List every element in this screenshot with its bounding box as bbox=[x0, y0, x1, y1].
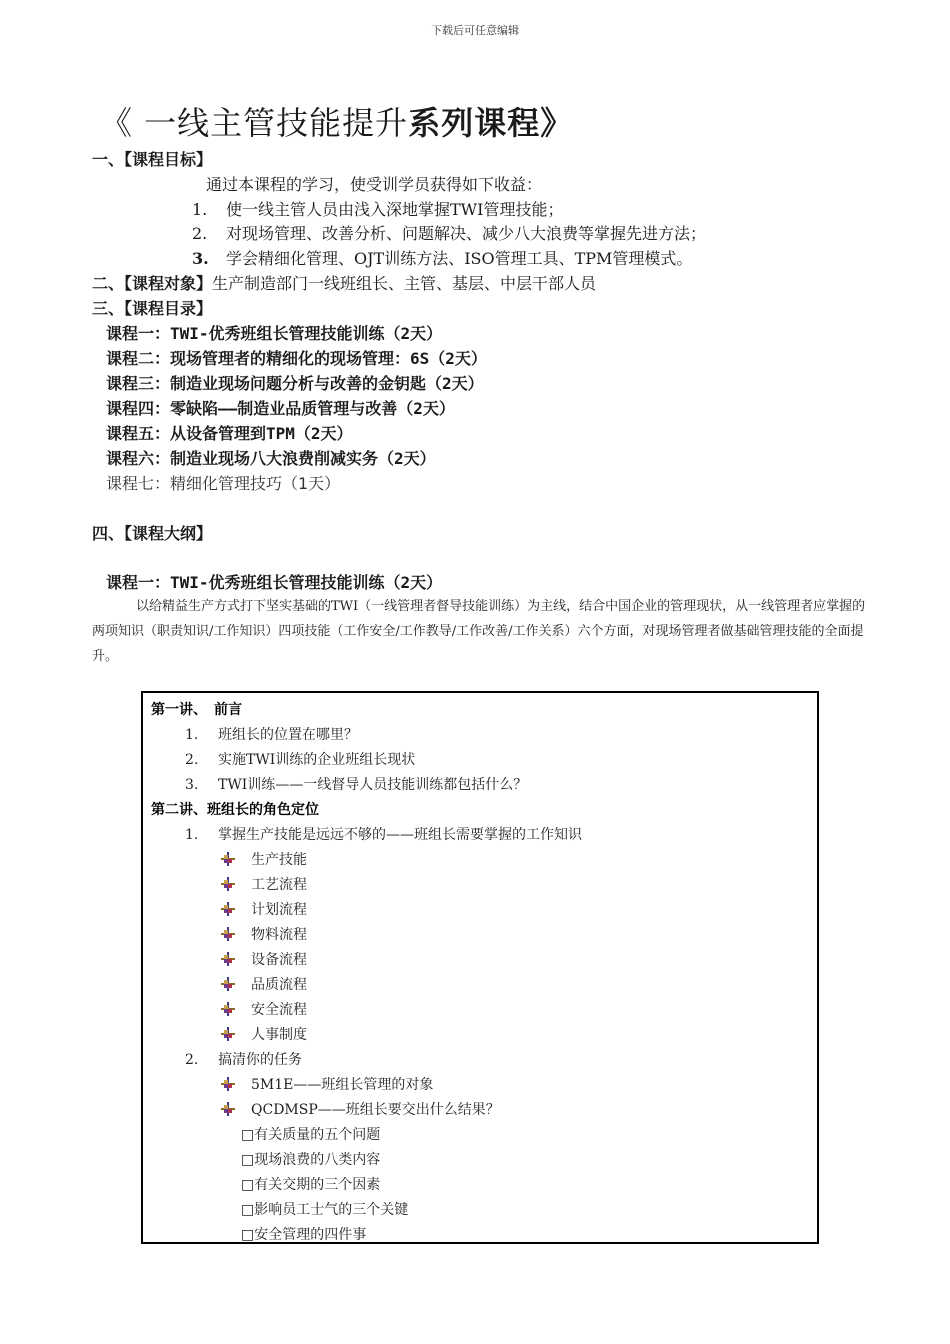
outline-item: 3. TWI训练——一线督导人员技能训练都包括什么？ bbox=[185, 777, 528, 793]
diamond-bullet-icon bbox=[221, 1102, 235, 1116]
checkbox-item: □有关质量的五个问题 bbox=[241, 1127, 381, 1143]
bullet-item: 工艺流程 bbox=[221, 874, 307, 894]
page-header-note: 下载后可任意编辑 bbox=[431, 24, 519, 37]
diamond-bullet-icon bbox=[221, 952, 235, 966]
goal-item: 3. 学会精细化管理、OJT训练方法、ISO管理工具、TPM管理模式。 bbox=[192, 249, 693, 268]
course-list-item: 课程一：TWI-优秀班组长管理技能训练（2天） bbox=[106, 324, 443, 343]
diamond-bullet-icon bbox=[221, 1002, 235, 1016]
bullet-item: 生产技能 bbox=[221, 849, 307, 869]
bullet-item: 品质流程 bbox=[221, 974, 307, 994]
course1-description: 以给精益生产方式打下坚实基础的TWI（一线管理者督导技能训练）为主线，结合中国企业的管理现状，从一线管理者应掌握的两项知识（职责知识/工作知识）四项技能（工作安全/工作教导/工作改善/工作关系）六个方面，对现场管理者做基础管理技能的全面提升。 bbox=[92, 599, 866, 664]
goals-intro: 通过本课程的学习，使受训学员获得如下收益： bbox=[206, 175, 543, 194]
bullet-item: QCDMSP——班组长要交出什么结果？ bbox=[221, 1099, 500, 1119]
diamond-bullet-icon bbox=[221, 927, 235, 941]
outline-item: 1. 班组长的位置在哪里？ bbox=[185, 727, 358, 743]
section-goals-heading: 一、【课程目标】 bbox=[92, 150, 213, 169]
diamond-bullet-icon bbox=[221, 1077, 235, 1091]
course-list-item: 课程三：制造业现场问题分析与改善的金钥匙（2天） bbox=[106, 374, 484, 393]
diamond-bullet-icon bbox=[221, 977, 235, 991]
section-audience: 二、【课程对象】生产制造部门一线班组长、主管、基层、中层干部人员 bbox=[92, 274, 597, 293]
course-list-item: 课程二：现场管理者的精细化的现场管理：6S（2天） bbox=[106, 349, 487, 368]
goal-item: 2. 对现场管理、改善分析、问题解决、减少八大浪费等掌握先进方法； bbox=[192, 224, 707, 243]
course-list-item: 课程四：零缺陷——制造业品质管理与改善（2天） bbox=[106, 399, 455, 418]
checkbox-item: □影响员工士气的三个关键 bbox=[241, 1202, 409, 1218]
title-part2: 系列课程》 bbox=[408, 104, 574, 142]
bullet-item: 安全流程 bbox=[221, 999, 307, 1019]
bullet-item: 设备流程 bbox=[221, 949, 307, 969]
checkbox-item: □安全管理的四件事 bbox=[241, 1227, 367, 1243]
section-catalog-heading: 三、【课程目录】 bbox=[92, 299, 213, 318]
outline-item: 2. 实施TWI训练的企业班组长现状 bbox=[185, 752, 416, 768]
section-outline-heading: 四、【课程大纲】 bbox=[92, 524, 213, 543]
title-part1: 《 一线主管技能提升 bbox=[100, 104, 409, 142]
course1-title: 课程一：TWI-优秀班组长管理技能训练（2天） bbox=[106, 573, 443, 592]
document-title bbox=[100, 98, 573, 144]
diamond-bullet-icon bbox=[221, 852, 235, 866]
course-list-item: 课程五：从设备管理到TPM（2天） bbox=[106, 424, 353, 443]
diamond-bullet-icon bbox=[221, 877, 235, 891]
bullet-item: 物料流程 bbox=[221, 924, 307, 944]
bullet-item: 计划流程 bbox=[221, 899, 307, 919]
outline-item: 1. 掌握生产技能是远远不够的——班组长需要掌握的工作知识 bbox=[185, 827, 582, 843]
outline-box bbox=[141, 691, 819, 1244]
diamond-bullet-icon bbox=[221, 902, 235, 916]
checkbox-item: □有关交期的三个因素 bbox=[241, 1177, 381, 1193]
course-list-item: 课程六：制造业现场八大浪费削减实务（2天） bbox=[106, 449, 436, 468]
outline-item: 2. 搞清你的任务 bbox=[185, 1052, 302, 1068]
bullet-item: 人事制度 bbox=[221, 1024, 307, 1044]
lecture-heading: 第二讲、班组长的角色定位 bbox=[151, 802, 319, 818]
bullet-item: 5M1E——班组长管理的对象 bbox=[221, 1074, 433, 1094]
diamond-bullet-icon bbox=[221, 1027, 235, 1041]
checkbox-item: □现场浪费的八类内容 bbox=[241, 1152, 381, 1168]
course-list-item: 课程七：精细化管理技巧（1天） bbox=[106, 474, 341, 493]
lecture-heading: 第一讲、 前言 bbox=[151, 702, 242, 718]
goal-item: 1. 使一线主管人员由浅入深地掌握TWI管理技能； bbox=[192, 200, 564, 219]
